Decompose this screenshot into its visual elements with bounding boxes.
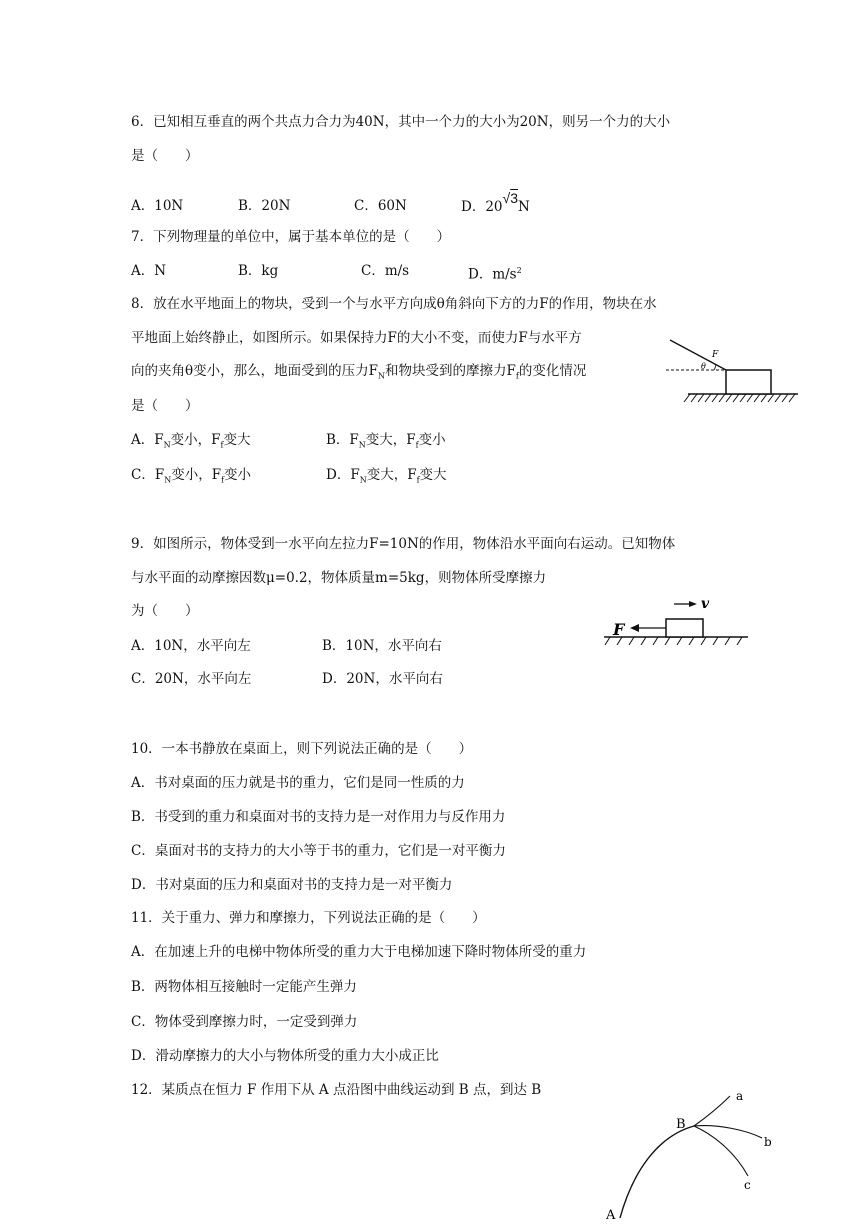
q8-option-c[interactable] <box>131 466 251 490</box>
q8-opt-d-sub1: N <box>359 475 367 485</box>
q8-opt-a-mid: 变小，F <box>170 432 221 448</box>
q8-inclined-force-figure <box>660 336 805 408</box>
q8-opt-d-post: 变大 <box>419 467 447 483</box>
q11-option-a[interactable]: A．在加速上升的电梯中物体所受的重力大于电梯加速下降时物体所受的重力 <box>131 944 587 960</box>
q8-opt-d-pre: D．F <box>326 467 360 483</box>
q12-stem: 12．某质点在恒力 F 作用下从 A 点沿图中曲线运动到 B 点，到达 B <box>131 1082 542 1098</box>
q11-option-c[interactable]: C．物体受到摩擦力时，一定受到弹力 <box>131 1014 358 1030</box>
q8-label-f: F <box>712 350 719 360</box>
q6-option-b[interactable]: B．20N <box>238 198 291 214</box>
q6-stem-line1: 6．已知相互垂直的两个共点力合力为40N，其中一个力的大小为20N，则另一个力的大小 <box>131 114 671 130</box>
q9-stem-line3: 为（ ） <box>131 603 199 619</box>
q12-trajectory-figure <box>598 1086 788 1220</box>
q9-option-a[interactable]: A．10N，水平向左 <box>131 638 251 654</box>
q8-opt-c-pre: C．F <box>131 467 165 483</box>
q11-stem: 11．关于重力、弹力和摩擦力，下列说法正确的是（ ） <box>131 910 486 926</box>
q8-option-a[interactable] <box>131 431 250 455</box>
q10-option-a[interactable]: A．书对桌面的压力就是书的重力，它们是同一性质的力 <box>131 775 465 791</box>
q8-stem-line2: 平地面上始终静止，如图所示。如果保持力F的大小不变，而使力F与水平方 <box>131 330 582 346</box>
q12-label-b-point: B <box>676 1117 686 1132</box>
q12-curve-c <box>694 1126 748 1176</box>
q8-stem-line3 <box>131 362 586 386</box>
q7-stem: 7．下列物理量的单位中，属于基本单位的是（ ） <box>131 229 451 245</box>
q7-option-b[interactable]: B．kg <box>238 263 279 279</box>
q9-option-c[interactable]: C．20N，水平向左 <box>131 671 252 687</box>
q7-option-d-text: D．m/s <box>468 266 517 283</box>
q9-force-arrowhead <box>630 624 639 632</box>
q12-label-a-point: A <box>606 1208 616 1220</box>
q8-line3-a: 向的夹角θ变小，那么，地面受到的压力F <box>131 363 378 379</box>
q8-opt-a-sub1: N <box>163 440 171 450</box>
q9-label-v: v <box>701 596 710 612</box>
q8-label-theta: θ <box>701 362 706 371</box>
q9-option-b[interactable]: B．10N，水平向右 <box>322 638 442 654</box>
q7-option-a[interactable]: A．N <box>131 263 167 279</box>
q7-option-d[interactable] <box>468 262 522 284</box>
q6-sqrt-arg: 3 <box>510 190 518 206</box>
q8-line3-c: 的变化情况 <box>518 363 587 379</box>
q6-option-d-unit: N <box>518 199 530 215</box>
q8-opt-b-post: 变小 <box>418 432 446 448</box>
q12-label-c-curve: c <box>744 1178 751 1192</box>
q8-option-b[interactable] <box>326 431 446 455</box>
q10-option-c[interactable]: C．桌面对书的支持力的大小等于书的重力，它们是一对平衡力 <box>131 843 506 859</box>
q9-label-f: F <box>613 620 625 639</box>
q6-option-d[interactable] <box>461 190 530 216</box>
q8-opt-b-pre: B．F <box>326 432 359 448</box>
q8-opt-d-mid: 变大，F <box>366 467 417 483</box>
q10-option-b[interactable]: B．书受到的重力和桌面对书的支持力是一对作用力与反作用力 <box>131 809 506 825</box>
q8-line3-sub-n: N <box>378 371 385 381</box>
q8-opt-c-post: 变小 <box>224 467 252 483</box>
q11-option-d[interactable]: D．滑动摩擦力的大小与物体所受的重力大小成正比 <box>131 1048 439 1064</box>
q11-option-b[interactable]: B．两物体相互接触时一定能产生弹力 <box>131 979 357 995</box>
q12-label-b-curve: b <box>764 1135 772 1149</box>
q9-stem-line1: 9．如图所示，物体受到一水平向左拉力F=10N的作用，物体沿水平面向右运动。已知物体 <box>131 536 676 552</box>
q7-option-c[interactable]: C．m/s <box>361 263 410 279</box>
q10-option-d[interactable]: D．书对桌面的压力和桌面对书的支持力是一对平衡力 <box>131 877 453 893</box>
q12-label-a-curve: a <box>736 1089 744 1103</box>
q10-stem: 10．一本书静放在桌面上，则下列说法正确的是（ ） <box>131 741 473 757</box>
q7-option-d-sup: 2 <box>516 266 522 275</box>
q8-angle-arc <box>714 364 716 370</box>
q6-stem-line2: 是（ ） <box>131 148 199 164</box>
q8-line3-sub-f: f <box>515 371 519 381</box>
q9-ground-hatching <box>605 637 742 645</box>
q8-opt-b-sub1: N <box>358 440 366 450</box>
q8-ground-hatching <box>684 394 795 402</box>
q8-opt-b-sub2: f <box>415 440 419 450</box>
q9-friction-figure <box>600 594 750 650</box>
q9-velocity-arrowhead <box>689 601 697 607</box>
q12-curve-a-to-b <box>620 1126 694 1218</box>
q8-stem-line1: 8．放在水平地面上的物块，受到一个与水平方向成θ角斜向下方的力F的作用，物块在水 <box>131 296 657 312</box>
q9-block <box>666 619 703 637</box>
q9-option-d[interactable]: D．20N，水平向右 <box>322 671 443 687</box>
q8-opt-c-sub1: N <box>164 475 172 485</box>
q8-line3-b: 和物块受到的摩擦力F <box>385 363 516 379</box>
q8-option-d[interactable] <box>326 466 447 490</box>
q8-opt-a-pre: A．F <box>131 432 164 448</box>
q6-sqrt-sign: √ <box>502 190 511 206</box>
q8-opt-b-mid: 变大，F <box>365 432 416 448</box>
q6-option-c[interactable]: C．60N <box>354 198 407 214</box>
q9-stem-line2: 与水平面的动摩擦因数μ=0.2，物体质量m=5kg，则物体所受摩擦力 <box>131 570 547 586</box>
q8-opt-c-mid: 变小，F <box>171 467 222 483</box>
q6-option-d-text: D．20 <box>461 199 503 215</box>
q8-block <box>726 370 771 394</box>
q8-stem-line4: 是（ ） <box>131 398 199 414</box>
q8-opt-a-post: 变大 <box>223 432 251 448</box>
q8-opt-a-sub2: f <box>220 440 224 450</box>
q12-curve-a <box>694 1096 730 1126</box>
q6-option-a[interactable]: A．10N <box>131 198 184 214</box>
q8-opt-d-sub2: f <box>416 475 420 485</box>
q8-opt-c-sub2: f <box>221 475 225 485</box>
